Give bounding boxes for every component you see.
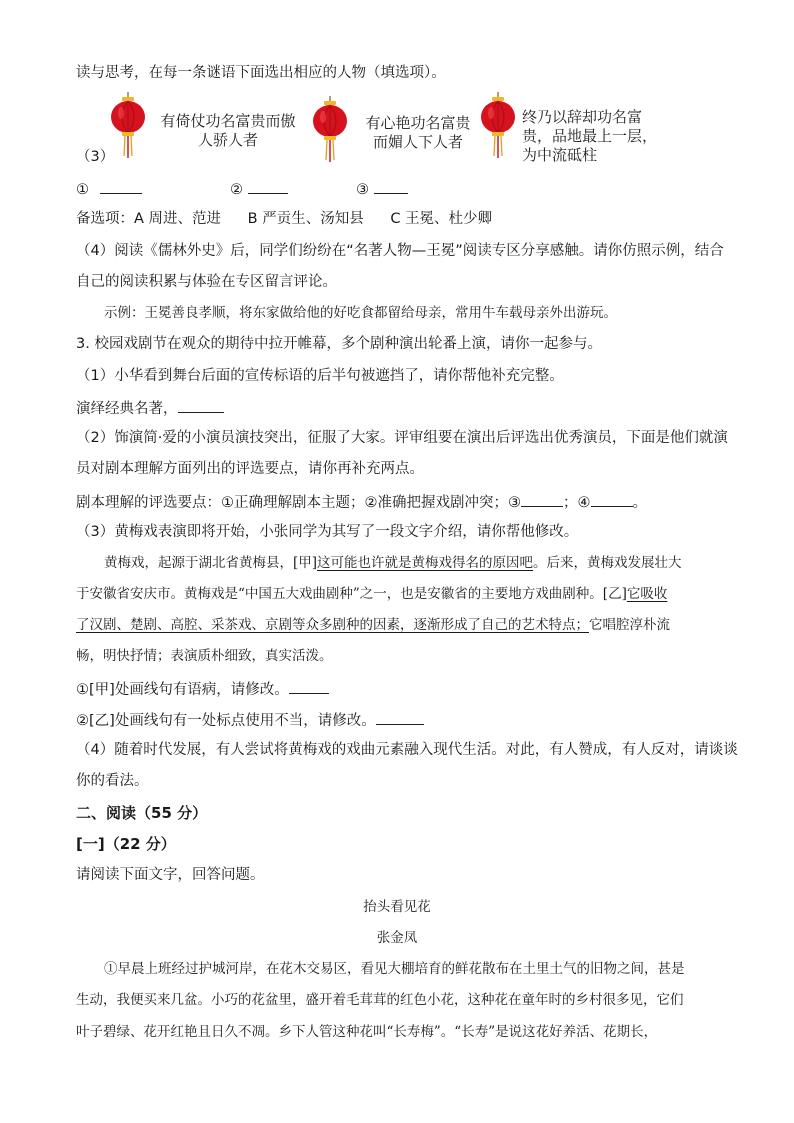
passage-line-1: 黄梅戏，起源于湖北省黄梅县，[甲]这可能也许就是黄梅戏得名的原因吧。后来，黄梅戏发展壮大 (104, 555, 682, 571)
q3-sub4-line2: 你的看法。 (76, 773, 149, 789)
passage-line-4: 畅，明快抒情；表演质朴细致，真实活泼。 (76, 648, 333, 664)
riddle-1 (108, 92, 308, 162)
q2-sub4-line2: 自己的阅读积累与体验在专区留言评论。 (76, 274, 337, 290)
lantern-icon (310, 96, 350, 162)
q3-yi: ②[乙]处画线句有一处标点使用不当，请修改。 (76, 709, 424, 731)
q3-title: 3. 校园戏剧节在观众的期待中拉开帷幕，多个剧种演出轮番上演，请你一起参与。 (76, 336, 602, 352)
riddle-1-line1: 有倚仗功名富贵而傲 (160, 112, 296, 130)
riddle-3-line1: 终乃以辞却功名富 (522, 108, 643, 126)
q3-sub3: （3）黄梅戏表演即将开始，小张同学为其写了一段文字介绍，请你帮他修改。 (76, 524, 579, 540)
answer-blank[interactable] (376, 709, 424, 725)
riddle-3-line2: 贵，品地最上一层， (522, 127, 658, 145)
riddle-1-line2: 人骄人者 (197, 131, 258, 149)
underlined-sentence-yi: 它吸收 (626, 586, 668, 602)
answer-blank[interactable] (248, 178, 288, 194)
riddle-2-line1: 有心艳功名富贵 (365, 114, 471, 132)
q3-sub2-line1: （2）饰演简·爱的小演员演技突出，征服了大家。评审组要在演出后评选出优秀演员，下面是他们就演 (76, 430, 728, 446)
riddle-3 (478, 92, 678, 164)
para1-line-2: 生动，我便买来几盆。小巧的花盆里，盛开着毛茸茸的红色小花，这种花在童年时的乡村很多见，它们 (76, 992, 684, 1008)
q2-sub3-label: （3） (76, 149, 115, 165)
part-title: [一]（22 分） (76, 835, 176, 853)
q3-sub2-points: 剧本理解的评选要点：①正确理解剧本主题；②准确把握戏剧冲突；③ ；④ 。 (76, 491, 647, 513)
answer-blank[interactable] (374, 178, 408, 194)
para1-line-3: 叶子碧绿、花开红艳且日久不凋。乡下人管这种花叫“长寿梅”。“长寿”是说这花好养活、花期长， (76, 1024, 658, 1040)
q2-intro: 读与思考，在每一条谜语下面选出相应的人物（填选项）。 (76, 65, 446, 81)
riddle-2-line2: 而媚人下人者 (372, 133, 463, 151)
option-c: C 王冕、杜少卿 (390, 211, 493, 227)
option-b: B 严贡生、汤知县 (247, 211, 364, 227)
passage-line-2: 于安徽省安庆市。黄梅戏是“中国五大戏曲剧种”之一，也是安徽省的主要地方戏曲剧种。[乙]它吸收 (76, 586, 668, 602)
riddle-2 (310, 96, 490, 162)
answer-blank[interactable] (521, 491, 563, 507)
q2-example: 示例：王冕善良孝顺，将东家做给他的好吃食都留给母亲，常用牛车载母亲外出游玩。 (104, 305, 617, 321)
q3-sub1: （1）小华看到舞台后面的宣传标语的后半句被遮挡了，请你帮他补充完整。 (76, 368, 564, 384)
q3-sub4-line1: （4）随着时代发展，有人尝试将黄梅戏的戏曲元素融入现代生活。对此，有人赞成，有人反对，请谈谈 (76, 742, 738, 758)
answer-blank[interactable] (178, 397, 224, 413)
q2-options: 备选项：A 周进、范进 B 严贡生、汤知县 C 王冕、杜少卿 (76, 211, 493, 227)
answer-blank[interactable] (289, 678, 329, 694)
reading-instruction: 请阅读下面文字，回答问题。 (76, 867, 265, 883)
section-title: 二、阅读（55 分） (76, 804, 208, 822)
option-a: A 周进、范进 (134, 211, 222, 227)
riddle-3-line3: 为中流砥柱 (522, 146, 598, 164)
q2-sub4-line1: （4）阅读《儒林外史》后，同学们纷纷在“名著人物—王冕”阅读专区分享感触。请你仿照示例，结合 (76, 243, 724, 259)
q2-blank-2: ② (230, 178, 288, 200)
article-author: 张金凤 (376, 930, 418, 946)
underlined-sentence-jia: 这可能也许就是黄梅戏得名的原因吧 (317, 555, 534, 571)
q3-sub1-answer: 演绎经典名著， (76, 397, 224, 419)
q3-jia: ①[甲]处画线句有语病，请修改。 (76, 678, 329, 700)
answer-blank[interactable] (591, 491, 633, 507)
underlined-sentence-yi-cont: 了汉剧、楚剧、高腔、采茶戏、京剧等众多剧种的因素，逐渐形成了自己的艺术特点； (76, 617, 589, 633)
lantern-icon (478, 92, 518, 158)
article-title: 抬头看见花 (363, 899, 431, 915)
q2-blank-1: ① (76, 178, 142, 200)
para1-line-1: ①早晨上班经过护城河岸，在花木交易区，看见大棚培育的鲜花散布在土里土气的旧物之间，甚是 (104, 961, 685, 977)
q2-blank-3: ③ (356, 178, 408, 200)
passage-line-3: 了汉剧、楚剧、高腔、采茶戏、京剧等众多剧种的因素，逐渐形成了自己的艺术特点；它唱腔淳朴流 (76, 617, 670, 633)
answer-blank[interactable] (100, 178, 142, 194)
q3-sub2-line2: 员对剧本理解方面列出的评选要点，请你再补充两点。 (76, 461, 424, 477)
